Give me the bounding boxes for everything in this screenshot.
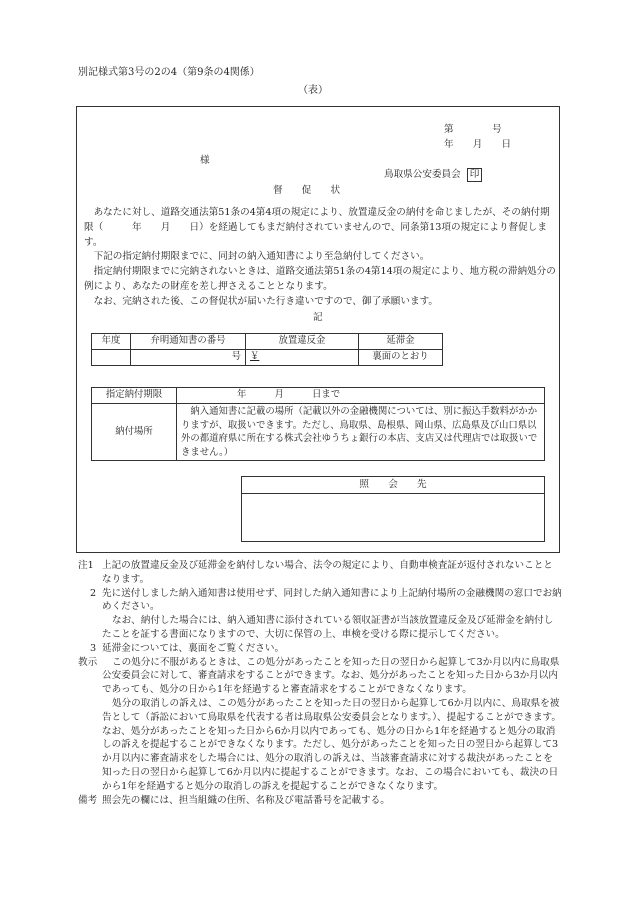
table-row <box>92 388 545 404</box>
note-3-text: 延滞金については、裏面をご覧ください。 <box>102 642 285 654</box>
fee-table <box>91 333 443 366</box>
deadline-label: 指定納付期限 <box>92 388 177 404</box>
note-2 <box>78 587 562 615</box>
date-label: 年 月 日 <box>444 139 512 150</box>
note-2-label: 2 <box>90 587 97 599</box>
fine-amount: ￥ <box>250 350 260 362</box>
fee-header-year: 年度 <box>92 334 131 350</box>
teaching-1 <box>78 656 562 697</box>
note-1-text: 上記の放置違反金及び延滞金を納付しない場合、法令の規定により、自動車検査証が返付されないこととなります。 <box>102 560 553 585</box>
notes-section <box>78 559 562 807</box>
remarks <box>78 794 562 808</box>
fee-year-cell <box>92 349 131 365</box>
note-1-label: 注1 <box>78 560 94 571</box>
deadline-value: 年 月 日まで <box>177 388 545 404</box>
note-3-label: 3 <box>90 642 97 654</box>
paragraph-1: あなたに対し、道路交通法第51条の4第4項の規定により、放置違反金の納付を命じましたが、その納付期限（ 年 月 日）を経過してもまだ納付されていませんので、同条第13項の規定により督促します。 <box>84 207 550 248</box>
fee-header-late: 延滞金 <box>359 334 443 350</box>
place-value: 納入通知書に記載の場所（記載以外の金融機関については、別に振込手数料がかかりますが、取扱いできます。ただし、鳥取県、島根県、岡山県、広島県及び山口県以外の都道府県に所在する株式会社ゆうちょ銀行の本店、支店又は代理店では取扱いできません。） <box>177 403 545 460</box>
contact-label: 照 会 先 <box>242 477 544 494</box>
teaching-1-text: この処分に不服があるときは、この処分があったことを知った日の翌日から起算して3か月以内に鳥取県公安委員会に対して、審査請求をすることができます。なお、処分があったことを知った日から3か月以内であっても、処分の日から1年を経過すると審査請求をすることができなくなります。 <box>102 656 560 696</box>
note-3 <box>78 642 562 656</box>
seal-mark: 印 <box>467 168 483 182</box>
fee-number-cell: 号 <box>131 349 246 365</box>
payment-table <box>91 387 545 461</box>
issuer-line <box>384 168 482 182</box>
fee-fine-cell <box>246 349 359 365</box>
ki-label: 記 <box>313 312 323 323</box>
form-title: 別記様式第3号の2の4（第9条の4関係） <box>78 67 260 78</box>
side-label: （表） <box>298 85 328 96</box>
note-2-text: 先に送付しました納入通知書は使用せず、同封した納入通知書により上記納付場所の金融機関の窓口でお納めください。 <box>102 587 562 613</box>
notice-title: 督 促 状 <box>273 185 341 196</box>
teaching-2: 処分の取消しの訴えは、この処分があったことを知った日の翌日から起算して6か月以内に、鳥取県を被告として（訴訟において鳥取県を代表する者は鳥取県公安委員会となります。）、提起することができます。なお、処分があったことを知った日から6か月以内であっても、処分の日から1年を経過すると処分の取消しの訴えを提起することができなくなります。ただし、処分があったことを知った日の翌日から起算して3か月以内に審査請求をした場合には、処分の取消しの訴えは、当該審査請求に対する裁決があったことを知った日の翌日から起算して6か月以内に提起することができます。なお、この場合においても、裁決の日から1年を経過すると処分の取消しの訴えを提起することができなくなります。 <box>102 697 561 792</box>
note-2-extra: なお、納付した場合には、納入通知書に添付されている領収証書が当該放置違反金及び延滞金を納付したことを証する書面になりますので、大切に保管の上、車検を受ける際に提示してください。 <box>102 615 554 640</box>
table-row <box>92 334 443 350</box>
table-row <box>92 349 443 365</box>
table-row <box>92 403 545 460</box>
paragraph-4: なお、完納された後、この督促状が届いた行き違いですので、御了承願います。 <box>84 296 439 307</box>
issuer-name: 鳥取県公安委員会 <box>384 169 461 180</box>
remarks-label: 備考 <box>78 794 98 806</box>
paragraph-2: 下記の指定納付期限までに、同封の納入通知書により至急納付してください。 <box>84 251 430 262</box>
number-label: 第 号 <box>444 124 502 135</box>
note-1 <box>78 559 562 587</box>
paragraph-3: 指定納付期限までに完納されないときは、道路交通法第51条の4第14項の規定により、地方税の滞納処分の例により、あなたの財産を差し押さえることとなります。 <box>84 266 556 292</box>
fee-late-cell: 裏面のとおり <box>359 349 443 365</box>
addressee-suffix: 様 <box>200 155 210 166</box>
place-label: 納付場所 <box>92 403 177 460</box>
fee-header-fine: 放置違反金 <box>246 334 359 350</box>
teaching-label: 教示 <box>78 656 98 668</box>
contact-box <box>241 476 545 542</box>
remarks-text: 照会先の欄には、担当組織の住所、名称及び電話番号を記載する。 <box>102 794 390 806</box>
fee-header-number: 弁明通知書の番号 <box>131 334 246 350</box>
